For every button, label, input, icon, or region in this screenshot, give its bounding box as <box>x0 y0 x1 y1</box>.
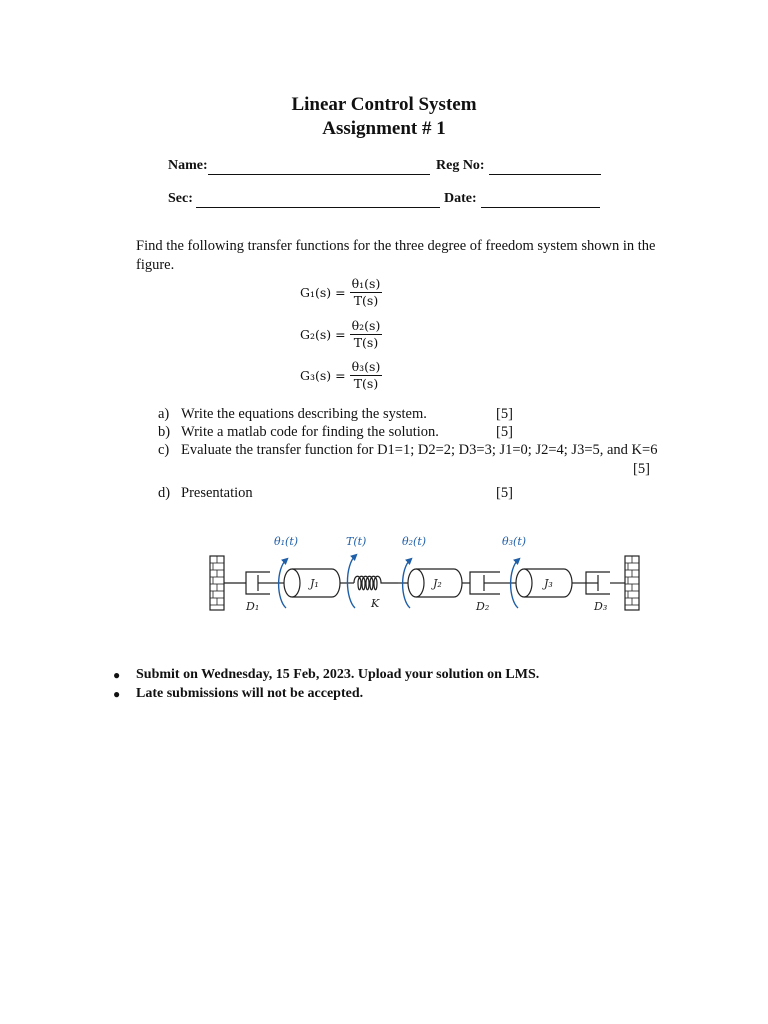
left-wall <box>210 556 224 610</box>
equation-fraction <box>350 276 383 309</box>
three-dof-rotational-system-figure <box>200 526 650 626</box>
equation-fraction <box>350 359 383 392</box>
spring-k <box>354 576 398 590</box>
torque-label: T(t) <box>346 535 367 548</box>
equation-numerator: θ₂(s) <box>351 318 381 333</box>
date-underline[interactable] <box>481 207 600 208</box>
equation-g1 <box>300 276 382 309</box>
sec-underline[interactable] <box>196 207 440 208</box>
equation-fraction <box>350 318 383 351</box>
name-label: Name: <box>168 158 208 173</box>
note-submission: Submit on Wednesday, 15 Feb, 2023. Upload your solution on LMS. <box>136 667 540 682</box>
d2-label: D₂ <box>476 600 490 613</box>
bullet-dot-icon: ● <box>113 687 121 701</box>
equation-lhs: G₂(s) = <box>300 327 346 342</box>
doc-title: Linear Control System <box>291 94 477 115</box>
equation-denominator: T(s) <box>353 335 379 350</box>
intro-paragraph: Find the following transfer functions for the three degree of freedom system shown in the figure. <box>136 238 656 273</box>
note-late: Late submissions will not be accepted. <box>136 686 364 701</box>
j2-label: J₂ <box>433 577 442 590</box>
equation-g2 <box>300 318 382 351</box>
date-label: Date: <box>444 191 477 206</box>
task-b-letter: b) <box>158 424 171 440</box>
reg-no-label: Reg No: <box>436 158 485 173</box>
damper-d2 <box>470 572 500 594</box>
equation-numerator: θ₁(s) <box>351 276 381 291</box>
theta1-label: θ₁(t) <box>274 535 299 548</box>
name-underline[interactable] <box>208 174 430 175</box>
j3-label: J₃ <box>544 577 553 590</box>
equation-lhs: G₃(s) = <box>300 368 346 383</box>
d3-label: D₃ <box>594 600 608 613</box>
k-label: K <box>371 597 380 610</box>
d1-label: D₁ <box>246 600 260 613</box>
right-wall <box>625 556 639 610</box>
task-c-marks: [5] <box>633 461 650 477</box>
task-a-text: Write the equations describing the system. <box>181 406 427 422</box>
equation-numerator: θ₃(s) <box>351 359 381 374</box>
theta2-label: θ₂(t) <box>402 535 427 548</box>
assignment-number: Assignment # 1 <box>322 118 446 139</box>
reg-no-underline[interactable] <box>489 174 601 175</box>
task-b-marks: [5] <box>496 424 513 440</box>
damper-d1 <box>246 572 270 594</box>
task-d-marks: [5] <box>496 485 513 501</box>
bullet-dot-icon: ● <box>113 668 121 682</box>
j1-label: J₁ <box>310 577 319 590</box>
equation-denominator: T(s) <box>353 293 379 308</box>
task-a-marks: [5] <box>496 406 513 422</box>
equation-g3 <box>300 359 382 392</box>
task-b-text: Write a matlab code for finding the solution. <box>181 424 439 440</box>
equation-lhs: G₁(s) = <box>300 285 346 300</box>
damper-d3 <box>586 572 610 594</box>
task-d-letter: d) <box>158 485 171 501</box>
sec-label: Sec: <box>168 191 193 206</box>
task-c-letter: c) <box>158 442 170 458</box>
task-a-letter: a) <box>158 406 170 422</box>
theta3-label: θ₃(t) <box>502 535 527 548</box>
task-d-text: Presentation <box>181 485 253 501</box>
equation-denominator: T(s) <box>353 376 379 391</box>
task-c-text: Evaluate the transfer function for D1=1; D2=2; D3=3; J1=0; J2=4; J3=5, and K=6 <box>181 442 658 458</box>
